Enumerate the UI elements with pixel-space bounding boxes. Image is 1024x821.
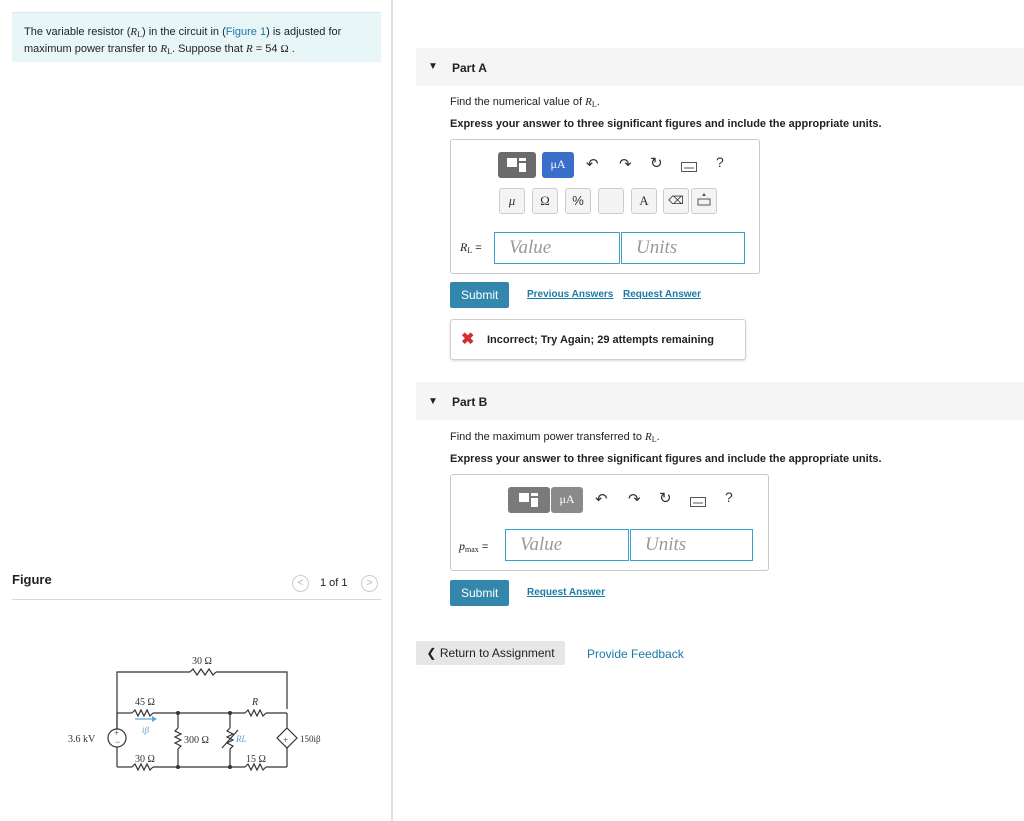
mu-button[interactable]: μ [499, 188, 525, 214]
part-b-templates-button[interactable] [508, 487, 550, 513]
help-button[interactable]: ? [716, 154, 724, 170]
label-r15: 15 Ω [246, 754, 266, 765]
column-divider [391, 0, 393, 821]
figure-counter: 1 of 1 [320, 577, 348, 589]
label-r-top: 30 Ω [192, 656, 212, 667]
part-a-prompt: Find the numerical value of $R_L$. [450, 96, 600, 109]
templates-button[interactable] [498, 152, 536, 178]
part-b-help-button[interactable]: ? [725, 489, 733, 505]
label-r300: 300 Ω [184, 735, 209, 746]
problem-statement: The variable resistor $(R_L)$ in the circuit in (Figure 1) is adjusted for maximum power transfer to $R_L$. Suppose that R = 54 Ω . [12, 12, 381, 62]
part-b-templates-icon [508, 487, 550, 513]
redo-icon[interactable]: ↷ [619, 156, 632, 173]
resistor-45 [132, 710, 153, 716]
part-a-feedback [450, 319, 746, 360]
next-figure-button[interactable]: > [361, 575, 378, 592]
backspace-button[interactable]: ⌫ [663, 188, 689, 214]
percent-button[interactable]: % [565, 188, 591, 214]
part-a-instruction: Express your answer to three significant figures and include the appropriate units. [450, 118, 882, 130]
label-r45: 45 Ω [135, 697, 155, 708]
part-a-submit-button[interactable]: Submit [450, 282, 509, 308]
label-r: R [252, 697, 259, 708]
part-b-keyboard-icon[interactable] [690, 494, 706, 512]
part-a-header[interactable] [416, 48, 1024, 86]
resistor-300 [175, 728, 181, 749]
part-a-request-answer-link[interactable]: Request Answer [623, 289, 701, 300]
previous-answers-link[interactable]: Previous Answers [527, 289, 614, 300]
figure-label: Figure [12, 572, 52, 587]
svg-text:+: + [283, 735, 289, 745]
label-dep: 150iβ [300, 734, 321, 744]
reset-icon[interactable]: ↻ [650, 155, 663, 172]
part-b-input-label: $p_{max}$ = [459, 539, 489, 554]
keyboard-toggle-icon [694, 189, 714, 209]
part-b-undo-icon[interactable]: ↶ [595, 491, 608, 508]
omega-button[interactable]: Ω [532, 188, 558, 214]
blank-button[interactable] [598, 188, 624, 214]
units-button[interactable]: μA [542, 152, 574, 178]
label-source: 3.6 kV [68, 734, 96, 745]
part-b-request-answer-link[interactable]: Request Answer [527, 587, 605, 598]
feedback-text: Incorrect; Try Again; 29 attempts remaining [487, 334, 714, 346]
figure-divider [12, 599, 381, 600]
part-a-value-input[interactable]: Value [494, 232, 620, 264]
part-b-header[interactable] [416, 382, 1024, 420]
undo-icon[interactable]: ↶ [586, 156, 599, 173]
part-b-collapse-icon[interactable]: ▼ [428, 396, 438, 407]
part-b-instruction: Express your answer to three significant figures and include the appropriate units. [450, 453, 882, 465]
part-b-title: Part B [452, 395, 488, 409]
part-a-title: Part A [452, 61, 487, 75]
keyboard-toggle-button[interactable] [691, 188, 717, 214]
part-a-input-label: $R_L$ = [460, 240, 482, 255]
label-rl: RL [236, 734, 247, 744]
part-a-units-input[interactable]: Units [621, 232, 745, 264]
svg-text:+: + [114, 728, 120, 738]
resistor-R [245, 710, 266, 716]
keyboard-icon[interactable] [681, 159, 697, 177]
part-b-units-button[interactable]: μA [551, 487, 583, 513]
resistor-30-top [190, 669, 216, 675]
part-a-collapse-icon[interactable]: ▼ [428, 61, 438, 72]
prev-figure-button[interactable]: < [292, 575, 309, 592]
part-b-submit-button[interactable]: Submit [450, 580, 509, 606]
part-b-redo-icon[interactable]: ↷ [628, 491, 641, 508]
angstrom-button[interactable]: A [631, 188, 657, 214]
chevron-left-icon: ❮ [426, 646, 437, 660]
part-b-reset-icon[interactable]: ↻ [659, 490, 672, 507]
templates-icon [498, 152, 536, 178]
provide-feedback-link[interactable]: Provide Feedback [587, 647, 684, 661]
return-to-assignment-button[interactable]: ❮ Return to Assignment [416, 641, 565, 665]
figure-link[interactable]: Figure 1 [225, 26, 267, 38]
part-b-units-input[interactable]: Units [630, 529, 753, 561]
part-b-value-input[interactable]: Value [505, 529, 629, 561]
label-r30-bottom: 30 Ω [135, 754, 155, 765]
part-b-prompt: Find the maximum power transferred to $R_L$. [450, 431, 660, 444]
label-ibeta: iβ [142, 725, 149, 735]
incorrect-icon: ✖ [461, 331, 475, 348]
svg-text:−: − [115, 737, 121, 747]
circuit-diagram [60, 648, 350, 778]
